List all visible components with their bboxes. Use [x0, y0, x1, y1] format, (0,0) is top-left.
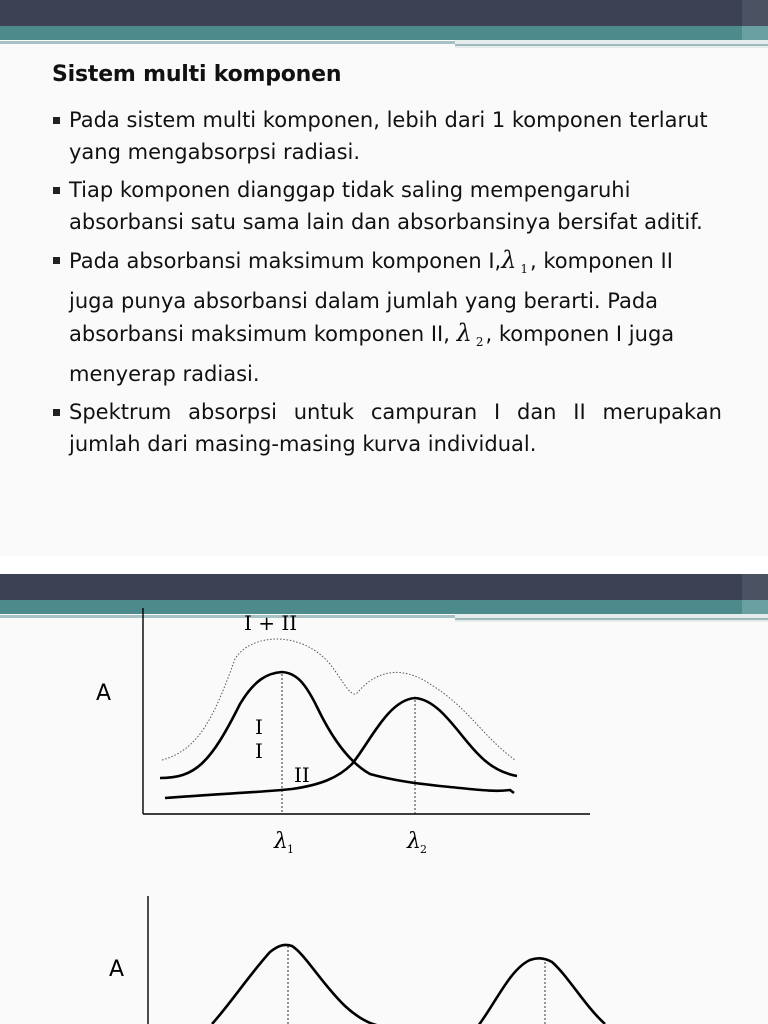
lambda-symbol: λ [456, 319, 472, 347]
series-label-I: I [255, 715, 263, 739]
slide-title: Sistem multi komponen [52, 62, 342, 87]
series-line-peak-1 [212, 945, 380, 1024]
bullet-item: Spektrum absorpsi untuk campuran I dan II merupakan jumlah dari masing-masing kurva individual. [52, 396, 722, 460]
bullet-item: Pada sistem multi komponen, lebih dari 1 komponen terlarut yang mengabsorpsi radiasi. [52, 104, 722, 168]
x-tick-lambda: λ [274, 829, 288, 854]
x-tick-label: 2 [420, 843, 427, 856]
y-axis-label: A [109, 957, 125, 982]
spectra-figure [0, 574, 768, 1024]
slide-header-band [0, 0, 768, 48]
lambda-subscript: 2 [475, 335, 484, 349]
slide-2 [0, 574, 768, 1024]
legend-label-I-plus-II: I + II [244, 611, 298, 635]
series-line-peak-2 [478, 958, 605, 1024]
bullet-item: Pada absorbansi maksimum komponen I,λ $_1$, komponen II juga punya absorbansi dalam jumlah yang berarti. Pada absorbansi maksimum komponen II, λ $_2$, komponen I juga menyerap radiasi. [52, 244, 722, 390]
x-tick-label: 1 [287, 843, 294, 856]
chart-mixture-spectrum [96, 608, 590, 856]
slide-gap [0, 556, 768, 574]
lambda-symbol: λ [501, 246, 517, 274]
bullet-item: Tiap komponen dianggap tidak saling mempengaruhi absorbansi satu sama lain dan absorbansinya bersifat aditif. [52, 174, 722, 238]
chart-individual-spectra [109, 896, 605, 1024]
bullet-list [52, 104, 722, 466]
series-label-I: I [255, 739, 263, 763]
y-axis-label: A [96, 681, 112, 706]
x-tick-lambda: λ [407, 829, 421, 854]
lambda-subscript: 1 [520, 262, 529, 276]
series-label-II: II [294, 763, 310, 787]
